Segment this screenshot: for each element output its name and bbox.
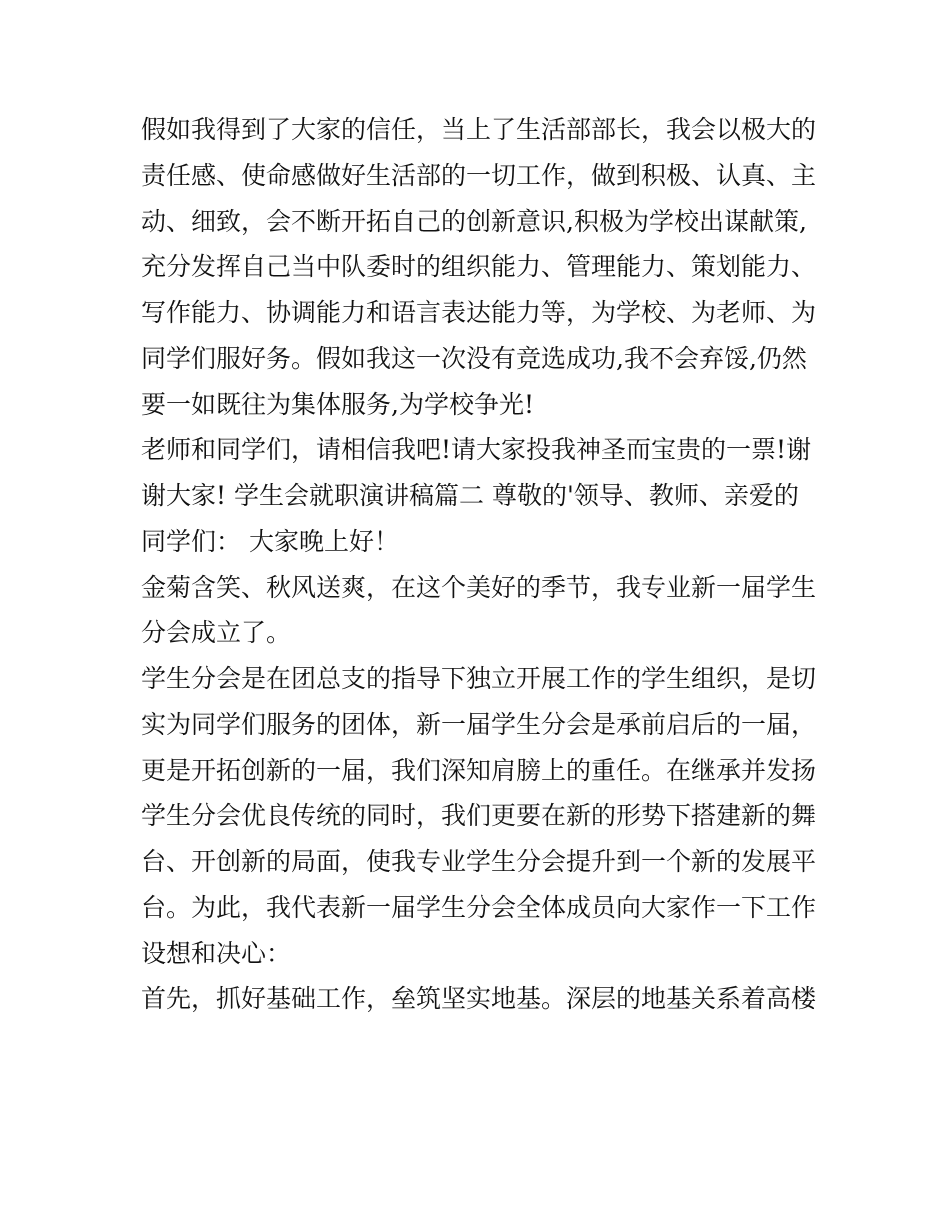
text-line-9: 谢大家! 学生会就职演讲稿篇二 尊敬的'领导、教师、亲爱的: [141, 481, 799, 510]
text-line-16: 学生分会优良传统的同时，我们更要在新的形势下搭建新的舞: [141, 801, 817, 831]
text-line-14: 实为同学们服务的团体，新一届学生分会是承前启后的一届，: [141, 709, 817, 739]
text-line-11: 金菊含笑、秋风送爽，在这个美好的季节，我专业新一届学生: [141, 572, 817, 602]
text-line-5: 写作能力、协调能力和语言表达能力等，为学校、为老师、为: [141, 298, 817, 327]
text-line-13: 学生分会是在团总支的指导下独立开展工作的学生组织，是切: [141, 664, 817, 693]
text-line-1: 假如我得到了大家的信任，当上了生活部部长，我会以极大的: [141, 115, 817, 144]
text-line-20: 首先，抓好基础工作，垒筑坚实地基。深层的地基关系着高楼: [141, 984, 817, 1014]
text-line-4: 充分发挥自己当中队委时的组织能力、管理能力、策划能力、: [141, 252, 817, 282]
text-line-17: 台、开创新的局面，使我专业学生分会提升到一个新的发展平: [141, 847, 817, 876]
text-line-3: 动、细致，会不断开拓自己的创新意识,积极为学校出谋献策,: [141, 206, 807, 236]
text-line-15: 更是开拓创新的一届，我们深知肩膀上的重任。在继承并发扬: [141, 755, 817, 785]
text-line-19: 设想和决心：: [141, 938, 292, 968]
text-line-2: 责任感、使命感做好生活部的一切工作，做到积极、认真、主: [141, 160, 817, 190]
text-line-10: 同学们： 大家晚上好！: [141, 526, 399, 556]
document-body: [141, 107, 821, 1022]
text-line-7: 要一如既往为集体服务,为学校争光!: [141, 389, 534, 419]
text-line-18: 台。为此，我代表新一届学生分会全体成员向大家作一下工作: [141, 892, 817, 922]
text-line-12: 分会成立了。: [141, 618, 292, 648]
text-line-8: 老师和同学们，请相信我吧!请大家投我神圣而宝贵的一票!谢: [141, 435, 812, 465]
text-line-6: 同学们服好务。假如我这一次没有竞选成功,我不会弃馁,仍然: [141, 343, 807, 373]
